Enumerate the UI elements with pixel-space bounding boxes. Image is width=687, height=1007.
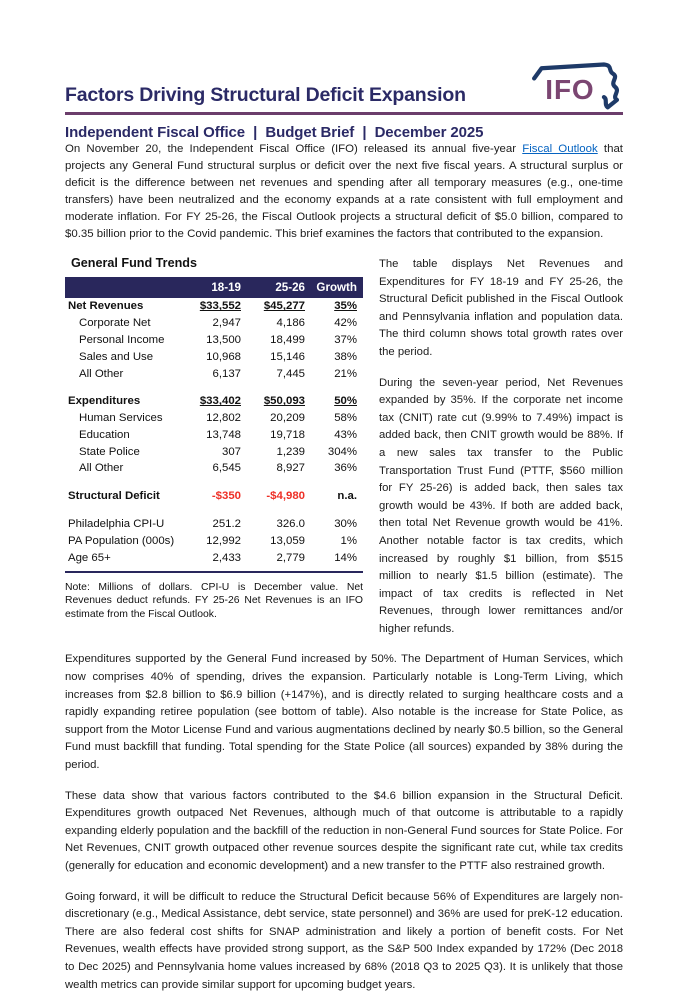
cell-2526: 8,927 (276, 462, 305, 475)
row-label: All Other (79, 367, 124, 380)
cell-1819: 12,802 (206, 412, 241, 425)
cell-2526: 1,239 (276, 445, 305, 458)
table-row (65, 348, 363, 365)
fiscal-outlook-link[interactable]: Fiscal Outlook (522, 143, 598, 155)
general-fund-trends-block (65, 256, 363, 622)
cell-2526: 20,209 (270, 412, 305, 425)
page-title: Factors Driving Structural Deficit Expansion (65, 83, 466, 106)
cell-growth: 36% (334, 462, 357, 475)
cell-2526: 15,146 (270, 350, 305, 363)
table-row (65, 549, 363, 571)
cell-2526: 19,718 (270, 428, 305, 441)
cell-1819: -$350 (211, 490, 241, 503)
cell-2526: 13,059 (270, 534, 305, 547)
cell-2526: 18,499 (270, 333, 305, 346)
table-row (65, 298, 363, 315)
cell-growth: 30% (334, 517, 357, 530)
table-row (65, 426, 363, 443)
cell-1819: 307 (221, 445, 241, 458)
cell-growth: 1% (340, 534, 357, 547)
row-label: Sales and Use (79, 350, 154, 363)
cell-growth: 304% (327, 445, 357, 458)
spacer-row (65, 477, 363, 488)
cell-growth: 35% (334, 300, 357, 313)
cell-1819: $33,402 (199, 395, 241, 408)
cell-1819: 6,545 (212, 462, 241, 475)
row-label: Philadelphia CPI-U (68, 517, 165, 530)
spacer-row (65, 505, 363, 516)
col-header-growth: Growth (311, 277, 363, 298)
cell-1819: 251.2 (212, 517, 241, 530)
cell-2526: $45,277 (263, 300, 305, 313)
table-header-row (65, 277, 363, 298)
cell-2526: -$4,980 (266, 490, 305, 503)
body-paragraph-outlook: Going forward, it will be difficult to reduce the Structural Deficit because 56% of Expenditures are largely non-discretionary (e.g., Medical Assistance, debt service, state personnel) and 36% are used for preK-12 education. There are also federal cost shifts for SNAP administration and likely a portion of benefit costs. For Net Revenues, wealth effects have provided strong support, as the S&P 500 Index expanded by 172% (Dec 2018 to Dec 2025) and Pennsylvania home values increased by 68% (2018 Q3 to 2025 Q3). It is unlikely that those wealth metrics can provide similar support for upcoming budget years. (65, 890, 623, 991)
table-row (65, 332, 363, 349)
cell-2526: 326.0 (276, 517, 305, 530)
intro-text-before: On November 20, the Independent Fiscal Office (IFO) released its annual five-year (65, 143, 523, 155)
intro-text-after: that projects any General Fund structural surplus or deficit over the next five fiscal years. A structural surplus or deficit is the difference between net revenues and spending after all temporary measures (e.g., one-time transfers) have been neutralized and the economy expands at a rate consistent with full employment and moderate inflation. For FY 25-26, the Fiscal Outlook projects a structural deficit of $5.0 billion, compared to $0.35 billion prior to the Covid pandemic. This brief examines the factors that contributed to the expansion. (65, 143, 623, 240)
body-paragraph-table-description: The table displays Net Revenues and Expenditures for FY 18-19 and FY 25-26, the Structural Deficit published in the Fiscal Outlook and Pennsylvania inflation and population data. The third column shows total growth rates over the period. (379, 258, 623, 358)
row-label: Education (79, 428, 130, 441)
cell-1819: 10,968 (206, 350, 241, 363)
table-row (65, 460, 363, 477)
row-label: Structural Deficit (68, 490, 160, 503)
cell-1819: 12,992 (206, 534, 241, 547)
header-divider (65, 112, 623, 115)
table-row (65, 410, 363, 427)
cell-1819: 6,137 (212, 367, 241, 380)
table-row (65, 315, 363, 332)
logo-text: IFO (545, 73, 595, 105)
cell-growth: 21% (334, 367, 357, 380)
general-fund-trends-table (65, 277, 363, 573)
cell-growth: 37% (334, 333, 357, 346)
row-label: PA Population (000s) (68, 534, 175, 547)
table-and-text-section (65, 256, 623, 1007)
row-label: Expenditures (68, 395, 141, 408)
body-paragraph-net-revenues: During the seven-year period, Net Revenues expanded by 35%. If the corporate net income tax (CNIT) rate cut (9.99% to 7.49%) impact is added back, then CNIT growth would be 88%. If a new sales tax transfer to the Public Transportation Trust Fund (PTTF, $560 million for FY 25-26) is added back, then sales tax growth would be 43%. If both are added back, then total Net Revenue growth would be 41%. Another notable factor is tax credits, which increased by roughly $1 billion, from $515 million to nearly $1.5 billion (estimate). The impact of tax credits is reflected in Net Revenues, through lower remittances and/or higher refunds. (379, 376, 623, 635)
table-row (65, 365, 363, 382)
row-label: State Police (79, 445, 140, 458)
row-label: Human Services (79, 412, 163, 425)
intro-paragraph (65, 141, 623, 243)
col-header-blank (65, 277, 187, 298)
cell-1819: 2,947 (212, 317, 241, 330)
cell-growth: n.a. (337, 490, 357, 503)
table-title: General Fund Trends (71, 256, 197, 270)
row-label: Personal Income (79, 333, 165, 346)
table-note: Note: Millions of dollars. CPI-U is December value. Net Revenues deduct refunds. FY 25-26 Net Revenues is an IFO estimate from the Fiscal Outlook. (65, 581, 363, 621)
spacer-row (65, 382, 363, 393)
table-row (65, 532, 363, 549)
cell-growth: 58% (334, 412, 357, 425)
col-header-2526: 25-26 (247, 277, 311, 298)
row-label: Age 65+ (68, 551, 111, 564)
col-header-1819: 18-19 (187, 277, 247, 298)
table-row (65, 393, 363, 410)
cell-2526: 7,445 (276, 367, 305, 380)
cell-1819: 13,500 (206, 333, 241, 346)
cell-growth: 50% (334, 395, 357, 408)
table-row (65, 516, 363, 533)
doc-subtitle: Independent Fiscal Office | Budget Brief | December 2025 (65, 124, 484, 141)
cell-growth: 42% (334, 317, 357, 330)
cell-1819: $33,552 (199, 300, 241, 313)
cell-1819: 2,433 (212, 551, 241, 564)
cell-growth: 43% (334, 428, 357, 441)
cell-growth: 38% (334, 350, 357, 363)
cell-2526: $50,093 (263, 395, 305, 408)
header (65, 52, 623, 106)
table-row (65, 443, 363, 460)
cell-2526: 4,186 (276, 317, 305, 330)
cell-growth: 14% (334, 551, 357, 564)
row-label: Net Revenues (68, 300, 144, 313)
row-label: Corporate Net (79, 317, 151, 330)
row-label: All Other (79, 462, 124, 475)
cell-1819: 13,748 (206, 428, 241, 441)
ifo-logo (529, 58, 623, 112)
cell-2526: 2,779 (276, 551, 305, 564)
body-paragraph-summary: These data show that various factors contributed to the $4.6 billion expansion in the Structural Deficit. Expenditures growth outpaced Net Revenues, although much of that outcome is attributable to a rapidly expanding elderly population and the backfill of the reduction in non-General Fund sources for State Police. For Net Revenues, CNIT growth outpaced other revenue sources despite the significant rate cut, while tax credits (generally for education and economic development) and a new transfer to the PTTF also restrained growth. (65, 789, 623, 872)
body-paragraph-expenditures: Expenditures supported by the General Fund increased by 50%. The Department of Human Services, which now comprises 40% of spending, drives the expansion. Particularly notable is Long-Term Living, which increases from $2.8 billion to $6.9 billion (+147%), and is directly related to surging healthcare costs and a rapidly expanding retiree population (see bottom of table). Also notable is the increase for State Police, as support from the Motor License Fund and various augmentations declined by nearly $0.5 billion, so the General Fund must backfill that funding. Total spending for the State Police (all sources) expanded by 38% during the period. (65, 653, 623, 772)
structural-deficit-row (65, 488, 363, 505)
